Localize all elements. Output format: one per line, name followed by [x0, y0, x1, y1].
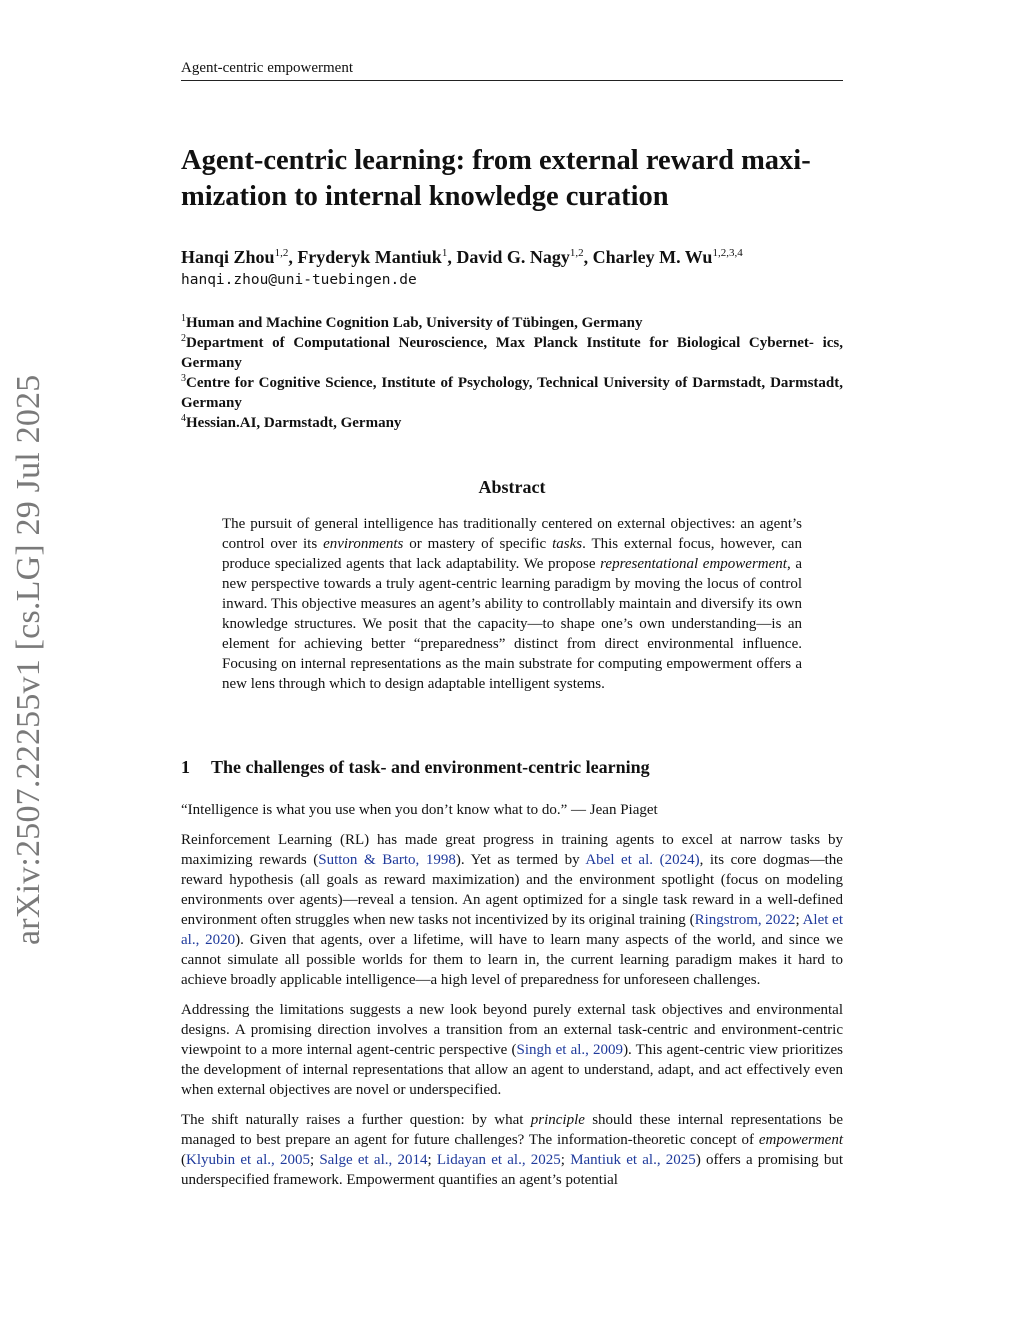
citation-link[interactable]: Salge et al., 2014	[319, 1152, 428, 1168]
affiliation-number: 4	[181, 413, 186, 424]
section-title: The challenges of task- and environment-centric learning	[211, 757, 650, 777]
contact-email[interactable]: hanqi.zhou@uni-tuebingen.de	[181, 272, 417, 288]
affiliation-text: Hessian.AI, Darmstadt, Germany	[186, 415, 402, 431]
author	[593, 247, 743, 267]
affiliation-text: Human and Machine Cognition Lab, University of Tübingen, Germany	[186, 315, 643, 331]
body-text: , its core dogmas—the reward hypothesis (all goals as reward maximization) and the environment spotlight (focus on modeling environments over agents)—reveal a tension. An agent optimized for a single task reward in a well-defined environment often struggles when new tasks not incentivized by its original training (	[181, 852, 843, 928]
affiliation-number: 3	[181, 373, 186, 384]
author	[456, 247, 583, 267]
body-text: ). Yet as termed by	[455, 852, 586, 868]
author-affiliation-marks: 1,2	[274, 247, 289, 259]
affiliation-item	[181, 413, 843, 433]
citation-link[interactable]: Mantiuk et al., 2025	[570, 1152, 696, 1168]
affiliation-item	[181, 333, 843, 373]
affiliation-item	[181, 373, 843, 413]
abstract-text: The pursuit of general intelligence has traditionally centered on external objectives: an agent’s control over its	[222, 516, 802, 552]
author-name: Fryderyk Mantiuk	[297, 247, 442, 267]
running-head: Agent-centric empowerment	[181, 60, 843, 81]
section-number: 1	[181, 757, 190, 777]
abstract-emphasis: environments	[323, 536, 404, 552]
body-text: ;	[427, 1152, 437, 1168]
citation-link[interactable]: Abel et al. (2024)	[585, 852, 700, 868]
author	[181, 247, 288, 267]
arxiv-identifier-stamp[interactable]: arXiv:2507.22255v1 [cs.LG] 29 Jul 2025	[10, 374, 47, 945]
body-text: ;	[309, 1152, 320, 1168]
body-emphasis: empowerment	[758, 1132, 843, 1148]
body-text: should these internal representations be managed to best prepare an agent for future challenges? The information-theoretic concept of	[181, 1112, 843, 1148]
body-paragraph	[181, 1000, 843, 1100]
body-text: ). Given that agents, over a lifetime, will have to learn many aspects of the world, and since we cannot simulate all possible worlds for them to learn in, the current learning paradigm makes it hard to achieve broadly applicable intelligence—a high level of preparedness for unforeseen challenges.	[181, 932, 843, 988]
body-text: (	[181, 1152, 186, 1168]
abstract-emphasis: representational empowerment	[600, 556, 787, 572]
body-text: The shift naturally raises a further question: by what	[181, 1112, 531, 1128]
section-heading	[181, 757, 843, 778]
body-emphasis: principle	[530, 1112, 585, 1128]
citation-link[interactable]: Klyubin et al., 2005	[186, 1152, 310, 1168]
abstract-heading: Abstract	[478, 477, 546, 497]
abstract-body	[222, 514, 802, 694]
epigraph-quote: “Intelligence is what you use when you don’t know what to do.” — Jean Piaget	[181, 802, 658, 818]
abstract-text: or mastery of specific	[403, 536, 553, 552]
body-text: ;	[795, 912, 803, 928]
citation-link[interactable]: Singh et al., 2009	[516, 1042, 624, 1058]
author-list: Hanqi Zhou$^{1,2}$, Fryderyk Mantiuk$^1$, David G. Nagy$^{1,2}$, Charley M. Wu$^{1,2,3,4}$	[181, 247, 743, 267]
citation-link[interactable]: Ringstrom, 2022	[694, 912, 796, 928]
body-text: ) offers a promising but underspecified framework. Empowerment quantifies an agent’s potential	[181, 1152, 844, 1188]
body-paragraph	[181, 1110, 843, 1190]
author-affiliation-marks: 1,2,3,4	[712, 247, 743, 259]
section-body	[181, 800, 843, 1200]
body-text: Addressing the limitations suggests a new look beyond purely external task objectives and environmental designs. A promising direction involves a transition from an external task-centric and environment-centric viewpoint to a more internal agent-centric perspective (	[181, 1002, 843, 1058]
author-name: Hanqi Zhou	[181, 247, 275, 267]
abstract-text: , a new perspective towards a truly agent-centric learning paradigm by moving the locus of control inward. This objective measures an agent’s ability to controllably maintain and diversify its own knowledge structures. We posit that the capacity—to shape one’s own understanding—is an element for achieving better “preparedness” distinct from direct environmental influence. Focusing on internal representations as the main substrate for computing empowerment offers a new lens through which to design adaptable intelligent systems.	[222, 556, 802, 692]
body-text: ;	[560, 1152, 571, 1168]
author	[297, 247, 447, 267]
affiliation-item	[181, 313, 843, 333]
abstract-emphasis: tasks	[552, 536, 583, 552]
body-paragraph	[181, 830, 843, 990]
affiliation-number: 1	[181, 313, 186, 324]
affiliation-list	[181, 313, 843, 433]
affiliation-number: 2	[181, 333, 186, 344]
author-affiliation-marks: 1,2	[569, 247, 584, 259]
author-name: David G. Nagy	[456, 247, 570, 267]
affiliation-text: Centre for Cognitive Science, Institute of Psychology, Technical University of Darmstadt, Darmstadt, Germany	[181, 375, 843, 411]
affiliation-text: Department of Computational Neuroscience, Max Planck Institute for Biological Cybernet- ics, Germany	[181, 335, 843, 371]
citation-link[interactable]: Alet et al., 2020	[181, 912, 843, 948]
paper-title: Agent-centric learning: from external reward maxi- mization to internal knowledge curation	[181, 145, 811, 212]
author-affiliation-marks: 1	[441, 247, 448, 259]
citation-link[interactable]: Lidayan et al., 2025	[436, 1152, 561, 1168]
abstract-text: . This external focus, however, can produce specialized agents that lack adaptability. We propose	[222, 536, 802, 572]
body-text: Reinforcement Learning (RL) has made great progress in training agents to excel at narrow tasks by maximizing rewards (	[181, 832, 843, 868]
author-name: Charley M. Wu	[592, 247, 713, 267]
body-text: ). This agent-centric view prioritizes the development of internal representations that allow an agent to understand, adapt, and act effectively even when external objectives are novel or underspecified.	[181, 1042, 843, 1098]
citation-link[interactable]: Sutton & Barto, 1998	[318, 852, 456, 868]
